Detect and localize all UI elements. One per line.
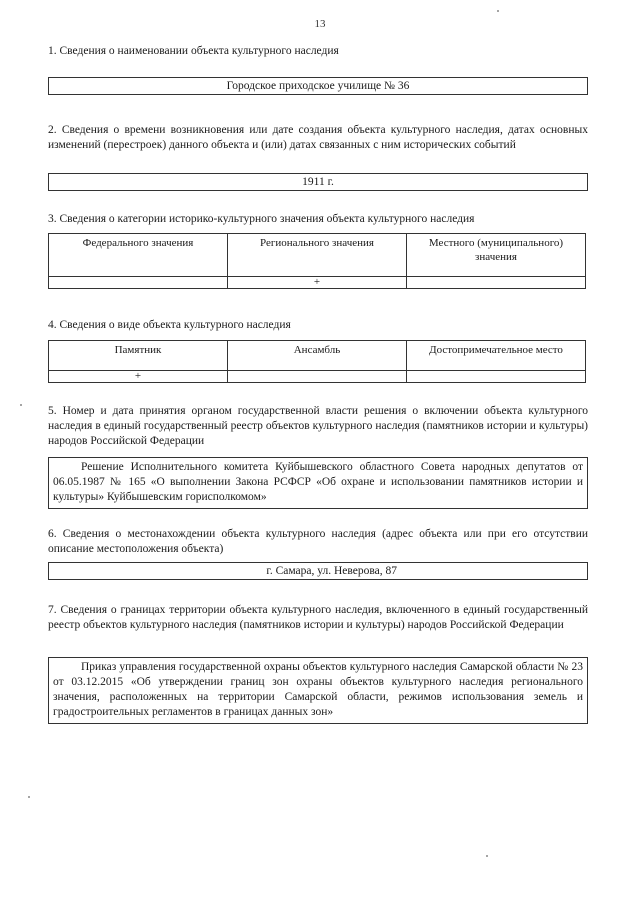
- section-3-heading: 3. Сведения о категории историко-культурного значения объекта культурного наследия: [48, 213, 475, 225]
- category-header-row: [49, 234, 586, 277]
- section-7: [48, 603, 588, 633]
- scan-speck: [28, 796, 30, 798]
- type-landmark: Достопримечательное место: [407, 341, 586, 371]
- category-local: Местного (муниципального) значения: [407, 234, 586, 277]
- category-table: [48, 233, 586, 289]
- category-table-wrap: [48, 233, 588, 289]
- section-5: [48, 404, 588, 449]
- address-value: г. Самара, ул. Неверова, 87: [48, 562, 588, 580]
- registry-decision-value: Решение Исполнительного комитета Куйбышевского областного Совета народных депутатов от 06.05.1987 № 165 «О выполнении Закона РСФСР «Об охране и использовании памятников истории и культуры» Куйбышевским горисполкомом»: [48, 457, 588, 509]
- section-5-value-box: [48, 457, 588, 509]
- scan-speck: [497, 10, 499, 12]
- creation-date-value: 1911 г.: [48, 173, 588, 191]
- section-6: [48, 527, 588, 557]
- type-table: [48, 340, 586, 383]
- section-4: [48, 318, 588, 333]
- category-mark-federal: [49, 277, 228, 289]
- type-mark-ensemble: [228, 371, 407, 383]
- section-1-heading: 1. Сведения о наименовании объекта культурного наследия: [48, 45, 339, 57]
- page-number: 13: [314, 18, 326, 30]
- type-mark-landmark: [407, 371, 586, 383]
- type-table-wrap: [48, 340, 588, 383]
- section-7-heading: 7. Сведения о границах территории объекта культурного наследия, включенного в единый государственный реестр объектов культурного наследия (памятников истории и культуры) народов Российской Федерации: [48, 604, 588, 631]
- section-5-heading: 5. Номер и дата принятия органом государственной власти решения о включении объекта культурного наследия в единый государственный реестр объектов культурного наследия (памятников истории и культуры) народов Российской Федерации: [48, 405, 588, 447]
- category-regional: Регионального значения: [228, 234, 407, 277]
- section-6-value-box: [48, 562, 588, 580]
- category-mark-row: [49, 277, 586, 289]
- category-mark-local: [407, 277, 586, 289]
- category-mark-regional: +: [228, 277, 407, 289]
- section-6-heading: 6. Сведения о местонахождении объекта культурного наследия (адрес объекта или при его отсутствии описание местоположения объекта): [48, 528, 588, 555]
- section-1-value-box: [48, 77, 588, 95]
- section-2-value-box: [48, 173, 588, 191]
- type-ensemble: Ансамбль: [228, 341, 407, 371]
- type-header-row: [49, 341, 586, 371]
- type-mark-row: [49, 371, 586, 383]
- scan-speck: [486, 855, 488, 857]
- section-7-value-box: [48, 657, 588, 724]
- scan-speck: [20, 404, 22, 406]
- type-monument: Памятник: [49, 341, 228, 371]
- section-2: [48, 123, 588, 153]
- type-mark-monument: +: [49, 371, 228, 383]
- category-federal: Федерального значения: [49, 234, 228, 277]
- section-2-heading: 2. Сведения о времени возникновения или дате создания объекта культурного наследия, датах основных изменений (перестроек) данного объекта и (или) датах связанных с ним исторических событий: [48, 124, 588, 151]
- boundaries-order-value: Приказ управления государственной охраны объектов культурного наследия Самарской области № 23 от 03.12.2015 «Об утверждении границ зон охраны объектов культурного наследия регионального значения, расположенных на территории Самарской области, режимов использования земель и градостроительных регламентов в границах данных зон»: [48, 657, 588, 724]
- object-name-value: Городское приходское училище № 36: [48, 77, 588, 95]
- section-4-heading: 4. Сведения о виде объекта культурного наследия: [48, 319, 291, 331]
- section-3: [48, 212, 588, 227]
- section-1: [48, 44, 588, 59]
